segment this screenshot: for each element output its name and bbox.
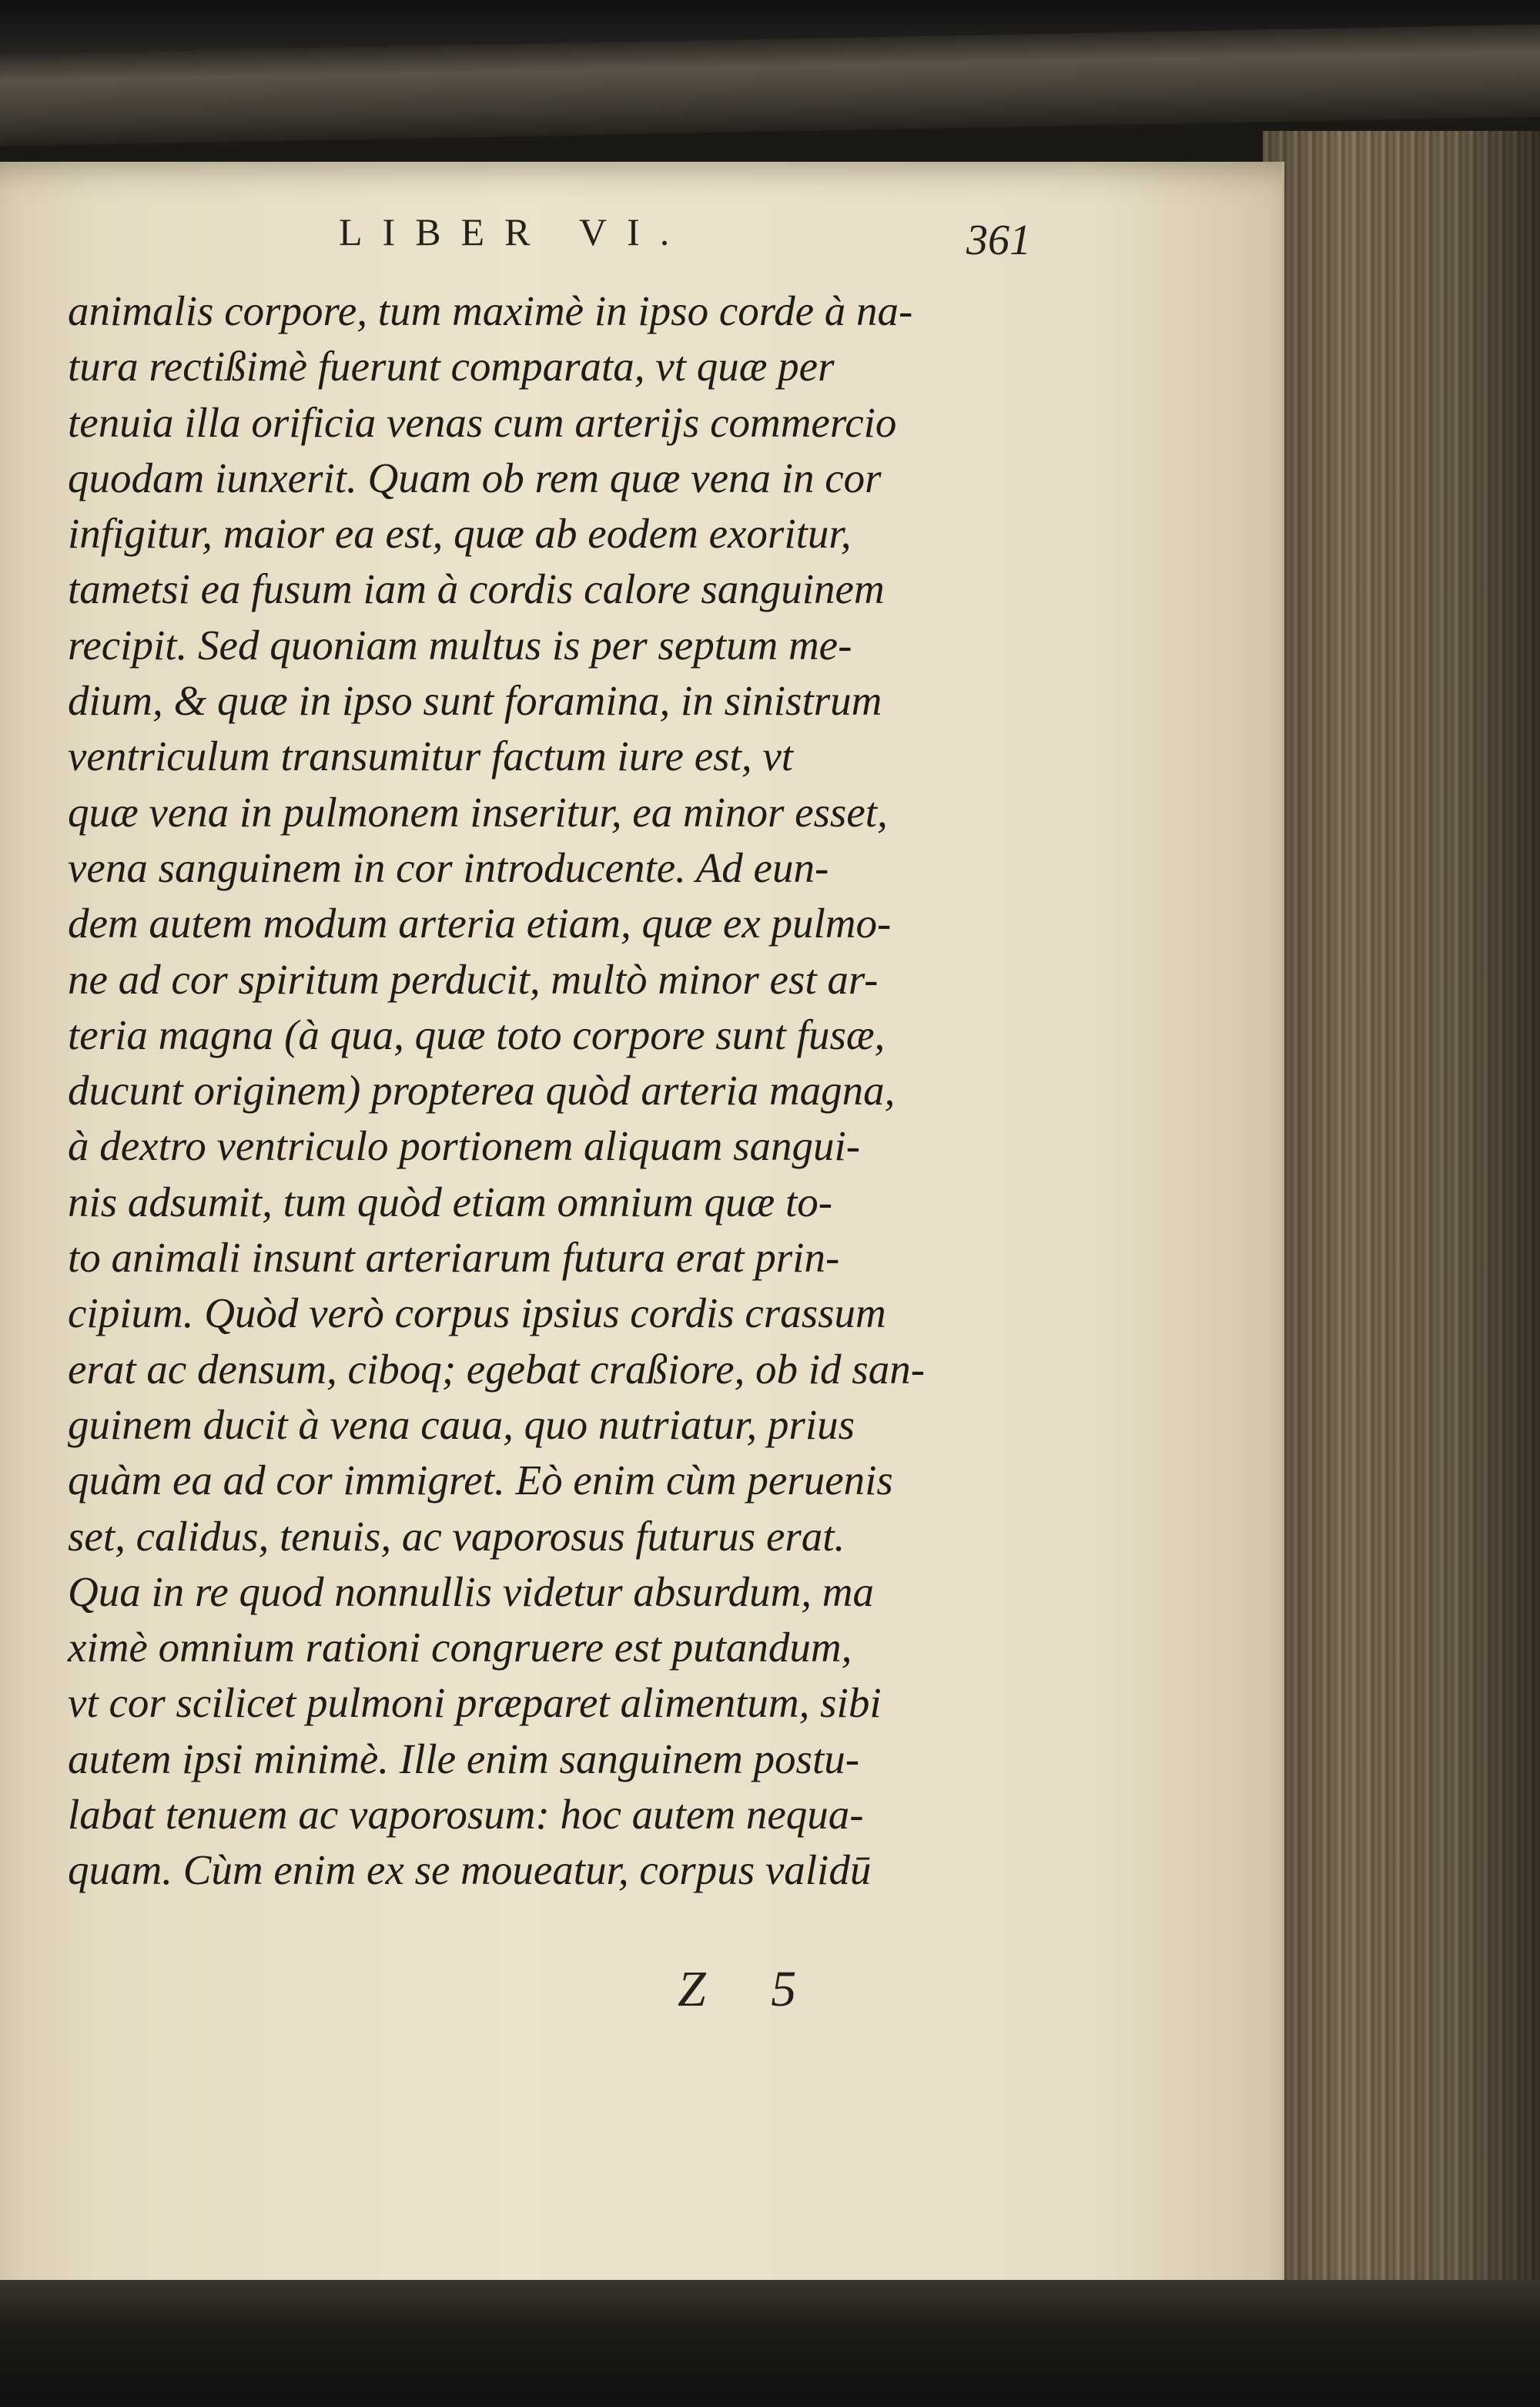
text-line: to animali insunt arteriarum futura erat prin- <box>68 1234 840 1282</box>
text-line: quàm ea ad cor immigret. Eò enim cùm peruenis <box>68 1457 893 1504</box>
fore-edge-shading <box>1263 131 1540 2280</box>
signature-mark: Z 5 <box>678 1961 823 2017</box>
text-line: labat tenuem ac vaporosum: hoc autem nequa- <box>68 1791 864 1839</box>
text-line: nis adsumit, tum quòd etiam omnium quæ to- <box>68 1178 833 1225</box>
text-line: ne ad cor spiritum perducit, multò minor est ar- <box>68 955 879 1003</box>
text-line: tametsi ea fusum iam à cordis calore sanguinem <box>68 565 885 613</box>
text-line: recipit. Sed quoniam multus is per septum me- <box>68 621 852 669</box>
text-line: erat ac densum, ciboq; egebat craßiore, ob id san- <box>68 1345 926 1393</box>
text-line: tenuia illa orificia venas cum arterijs commercio <box>68 398 897 446</box>
text-line: dium, & quæ in ipso sunt foramina, in sinistrum <box>68 677 882 725</box>
text-line: ventriculum transumitur factum iure est, vt <box>68 732 794 780</box>
text-line: autem ipsi minimè. Ille enim sanguinem postu- <box>68 1735 860 1782</box>
background-shadow-bottom <box>0 2280 1540 2407</box>
text-line: ducunt originem) propterea quòd arteria magna, <box>68 1067 896 1115</box>
text-line: vena sanguinem in cor introducente. Ad eun- <box>68 843 829 891</box>
running-head: LIBER VI. <box>339 210 690 253</box>
text-line: quæ vena in pulmonem inseritur, ea minor esset, <box>68 788 888 836</box>
text-line: à dextro ventriculo portionem aliquam sangui- <box>68 1122 861 1170</box>
text-line: guinem ducit à vena caua, quo nutriatur, prius <box>68 1400 855 1448</box>
text-block <box>68 283 1015 1899</box>
text-line: vt cor scilicet pulmoni præparet alimentum, sibi <box>68 1679 882 1727</box>
text-line: infigitur, maior ea est, quæ ab eodem exoritur, <box>68 510 852 558</box>
text-line: dem autem modum arteria etiam, quæ ex pulmo- <box>68 900 892 947</box>
text-line: animalis corpore, tum maximè in ipso corde à na- <box>68 287 913 334</box>
text-line: cipium. Quòd verò corpus ipsius cordis crassum <box>68 1289 886 1337</box>
text-line: Qua in re quod nonnullis videtur absurdum, ma <box>68 1567 875 1615</box>
text-line: ximè omnium rationi congruere est putandum, <box>68 1624 852 1671</box>
page-number: 361 <box>966 216 1031 264</box>
text-line: set, calidus, tenuis, ac vaporosus futurus erat. <box>68 1512 845 1560</box>
text-line: teria magna (à qua, quæ toto corpore sunt fusæ, <box>68 1011 886 1058</box>
text-line: quam. Cùm enim ex se moueatur, corpus validū <box>68 1846 872 1894</box>
text-line: quodam iunxerit. Quam ob rem quæ vena in cor <box>68 454 882 501</box>
text-line: tura rectißimè fuerunt comparata, vt quæ per <box>68 343 835 391</box>
